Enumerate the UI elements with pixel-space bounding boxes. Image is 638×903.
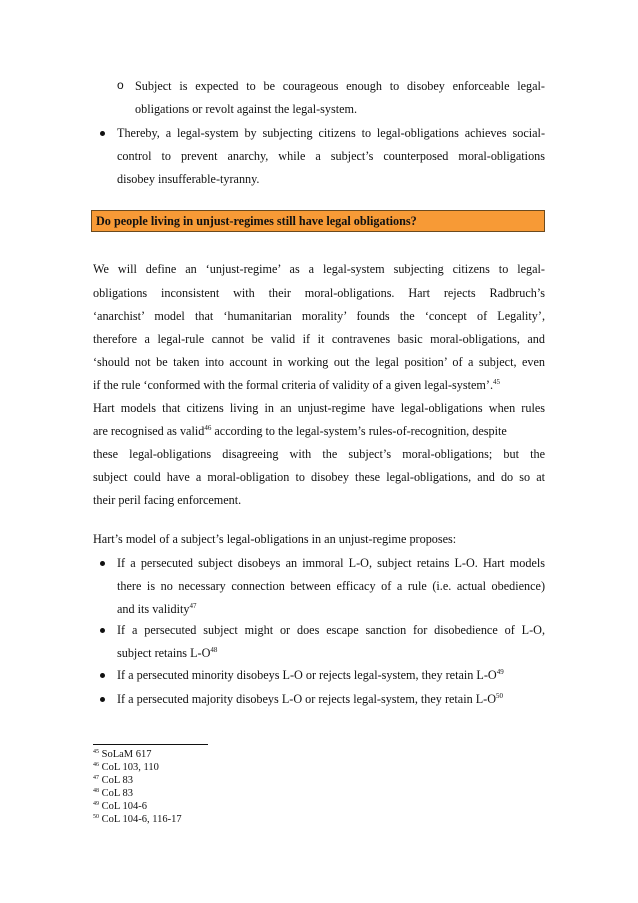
paragraph-line: their peril facing enforcement. (93, 493, 242, 507)
footnote-text: SoLaM 617 (99, 749, 152, 760)
bullet-4-line-1 (117, 692, 503, 706)
bullet-text: If a persecuted majority disobeys L-O or rejects legal-system, they retain L-O (117, 692, 497, 706)
bullet-1-line-3 (117, 602, 196, 616)
sub-bullet-line-1: Subject is expected to be courageous enough to disobey enforceable legal- (135, 79, 545, 93)
bullet-marker (100, 628, 105, 633)
footnote-number: 50 (93, 814, 99, 820)
footnote-ref: 50 (496, 692, 504, 700)
bullet-text: and its validity (117, 602, 190, 616)
paragraph-text: are recognised as valid (93, 424, 205, 438)
footnote-ref: 49 (496, 668, 504, 676)
footnote-text: CoL 103, 110 (99, 762, 159, 773)
paragraph-line (93, 378, 500, 392)
footnote (93, 749, 152, 761)
footnote (93, 775, 133, 787)
footnote-text: CoL 104-6 (99, 801, 148, 812)
paragraph-line: ‘should not be taken into account in working out the legal position’ of a subject, even (93, 355, 545, 369)
bullet-text: If a persecuted minority disobeys L-O or rejects legal-system, they retain L-O (117, 668, 497, 682)
footnote-number: 47 (93, 775, 99, 781)
paragraph-line: therefore a legal-rule cannot be valid if it contravenes basic moral-obligations, and (93, 332, 545, 346)
bullet-marker (100, 697, 105, 702)
footnote (93, 762, 159, 774)
paragraph-line: ‘anarchist’ model that ‘humanitarian morality’ founds the ‘concept of Legality’, (93, 309, 545, 323)
footnote (93, 788, 133, 800)
footnote-text: CoL 83 (99, 775, 134, 786)
model-intro: Hart’s model of a subject’s legal-obligations in an unjust-regime proposes: (93, 532, 457, 546)
section-heading-text: Do people living in unjust-regimes still have legal obligations? (96, 214, 417, 228)
paragraph-line: obligations inconsistent with their moral-obligations. Hart rejects Radbruch’s (93, 286, 545, 300)
footnote-number: 49 (93, 801, 99, 807)
paragraph-line: these legal-obligations disagreeing with the subject’s moral-obligations; but the (93, 447, 545, 461)
bullet-2-line-2 (117, 646, 217, 660)
bullet-2-line-1: If a persecuted subject might or does escape sanction for disobedience of L-O, (117, 623, 545, 637)
footnote-text: CoL 83 (99, 788, 134, 799)
bullet-3-line-1 (117, 668, 504, 682)
footnote-ref: 47 (189, 602, 197, 610)
footnote-number: 46 (93, 762, 99, 768)
footnote (93, 814, 182, 826)
footnote-number: 45 (93, 749, 99, 755)
sub-bullet-line-2: obligations or revolt against the legal-system. (135, 102, 358, 116)
footnote-ref: 46 (204, 424, 212, 432)
bullet-1-line-2: there is no necessary connection between efficacy of a rule (i.e. actual obedience) (117, 579, 545, 593)
bullet-1-line-1: If a persecuted subject disobeys an immoral L-O, subject retains L-O. Hart models (117, 556, 545, 570)
bullet-marker (100, 561, 105, 566)
footnote-separator (93, 744, 208, 745)
bullet-marker (100, 131, 105, 136)
footnote-ref: 45 (493, 378, 501, 386)
footnote-ref: 48 (210, 646, 218, 654)
paragraph-line (93, 424, 507, 438)
bullet-line-1: Thereby, a legal-system by subjecting citizens to legal-obligations achieves social- (117, 126, 545, 140)
paragraph-line: We will define an ‘unjust-regime’ as a legal-system subjecting citizens to legal- (93, 262, 545, 276)
bullet-line-2: control to prevent anarchy, while a subject’s counterposed moral-obligations (117, 149, 545, 163)
sub-bullet-marker: o (117, 78, 124, 92)
footnote-number: 48 (93, 788, 99, 794)
paragraph-text: according to the legal-system’s rules-of-recognition, despite (211, 424, 507, 438)
footnote-text: CoL 104-6, 116-17 (99, 814, 182, 825)
section-heading (91, 210, 545, 232)
paragraph-line: subject could have a moral-obligation to disobey these legal-obligations, and do so at (93, 470, 545, 484)
bullet-marker (100, 673, 105, 678)
paragraph-line: Hart models that citizens living in an unjust-regime have legal-obligations when rules (93, 401, 545, 415)
paragraph-text: if the rule ‘conformed with the formal criteria of validity of a given legal-system’. (93, 378, 494, 392)
bullet-line-3: disobey insufferable-tyranny. (117, 172, 260, 186)
footnote (93, 801, 147, 813)
bullet-text: subject retains L-O (117, 646, 211, 660)
